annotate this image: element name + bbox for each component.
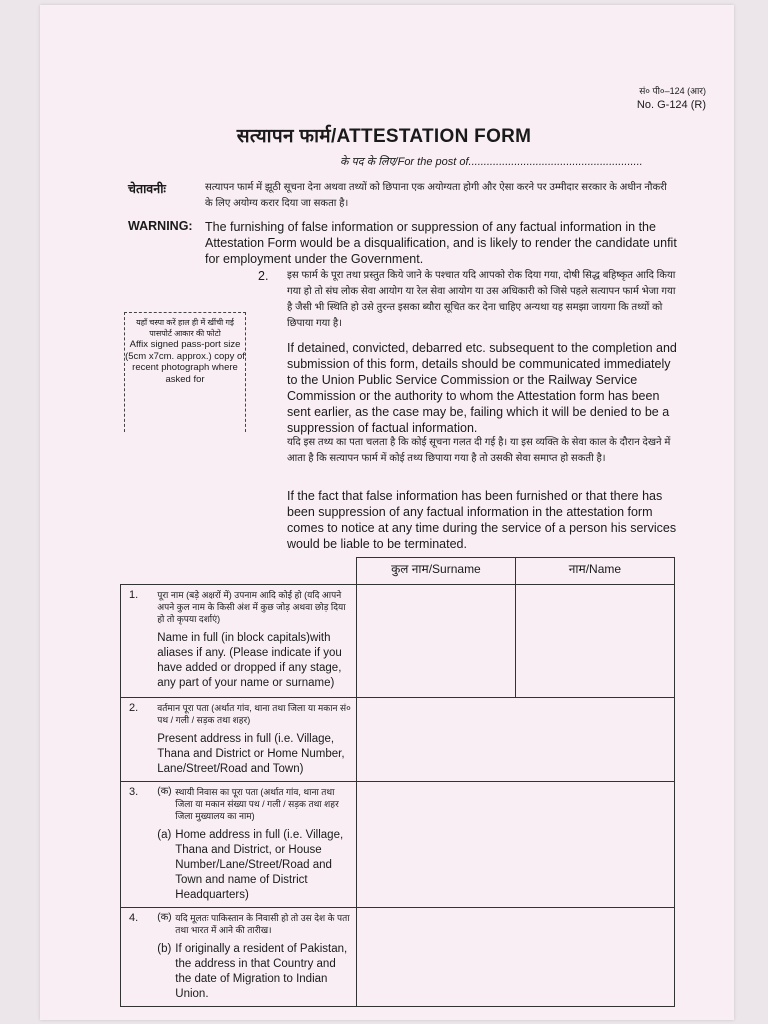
table-header-row bbox=[121, 558, 675, 585]
page-title: सत्यापन फार्म/ATTESTATION FORM bbox=[236, 126, 532, 147]
row-label-english: Present address in full (i.e. Village, Thana and District or Home Number, Lane/Street/Road and Town) bbox=[157, 733, 345, 775]
answer-cell[interactable] bbox=[356, 782, 674, 908]
para-2-hindi-1: इस फार्म के पूरा तथा प्रस्तुत किये जाने के पश्चात यदि आपको रोक दिया गया, दोषी सिद्ध बहिष्कृत आदि किया गया हो तो संघ लोक सेवा आयोग या रेल सेवा आयोग या उस अधिकारी को जिसे पहले सत्यापन फार्म भेजा गया है जैसी भी स्थिति हो उसे तुरन्त इसका ब्यौरा सूचित कर देना चाहिए अन्यथा यह समझा जायगा कि तथ्यों को छिपाया गया है। bbox=[287, 270, 676, 329]
table-row bbox=[121, 908, 675, 1007]
photo-box-english: Affix signed pass-port size (5cm x7cm. approx.) copy of recent photograph where asked for bbox=[125, 339, 245, 385]
photo-box bbox=[124, 312, 246, 432]
row-number: 4. bbox=[121, 908, 156, 1007]
row-label-hindi: यदि मूलतः पाकिस्तान के निवासी हो तो उस देश के पता तथा भारत में आने की तारीख। bbox=[175, 913, 350, 935]
para-2-number: 2. bbox=[258, 269, 269, 283]
row-label: (क) यदि मूलतः पाकिस्तान के निवासी हो तो उस देश के पता तथा भारत में आने की तारीख। (b) If originally a resident of Pakistan, the address in that Country and the date of Migration to Indian Union. bbox=[155, 908, 356, 1007]
row-label bbox=[155, 585, 356, 698]
name-cell[interactable] bbox=[515, 585, 674, 698]
row-number: 3. bbox=[121, 782, 156, 908]
para-2-hindi-2: यदि इस तथ्य का पता चलता है कि कोई सूचना गलत दी गई है। या इस व्यक्ति के सेवा काल के दौरान देखने में आता है कि सत्यापन फार्म में कोई तथ्य छिपाया गया है तो उसकी सेवा समाप्त हो सकती है। bbox=[287, 437, 671, 464]
form-number-english: No. G-124 (R) bbox=[636, 99, 706, 111]
warning-english-label: WARNING: bbox=[128, 219, 193, 233]
row-label bbox=[155, 698, 356, 782]
row-label-english: If originally a resident of Pakistan, the address in that Country and the date of Migration to Indian Union. bbox=[175, 943, 348, 1000]
warning-english-text: The furnishing of false information or suppression of any factual information in the Attestation Form would be a disqualification, and is likely to render the candidate unfit for employment under the Government. bbox=[205, 220, 677, 266]
form-number bbox=[637, 84, 706, 112]
para-2-english-1: If detained, convicted, debarred etc. subsequent to the completion and submission of this form, details should be communicated immediately to the Union Public Service Commission or the Railway Service Commission or the authority to whom the Attestation form has been sent earlier, as the case may be, failing which it will be denied to be a suppression of factual information. bbox=[287, 341, 677, 435]
table-row bbox=[121, 585, 675, 698]
answer-cell[interactable] bbox=[356, 908, 674, 1007]
warning-hindi-text: सत्यापन फार्म में झूठी सूचना देना अथवा तथ्यों को छिपाना एक अयोग्यता होगी और ऐसा करने पर उम्मीदार सरकार के अधीन नौकरी के लिए अयोग्य करार दिया जा सकता है। bbox=[205, 182, 667, 209]
warning-hindi-label: चेतावनीः bbox=[128, 182, 166, 196]
table-row bbox=[121, 782, 675, 908]
post-line: के पद के लिए/For the post of......................................................... bbox=[340, 156, 643, 168]
row-label-hindi: स्थायी निवास का पूरा पता (अर्थात गांव, थाना तथा जिला या मकान संख्या पथ / गली / सड़क तथा शहर जिला मुख्यालय का नाम) bbox=[175, 787, 339, 821]
row-label: (क) स्थायी निवास का पूरा पता (अर्थात गांव, थाना तथा जिला या मकान संख्या पथ / गली / सड़क तथा शहर जिला मुख्यालय का नाम) (a) Home address in full (i.e. Village, Thana and District, or House Number/Lane/Street/Road and Town and name of District Headquarters) bbox=[155, 782, 356, 908]
para-2-english-2: If the fact that false information has been furnished or that there has been suppression of any factual information in the attestation form comes to notice at any time during the service of a person his services would be liable to be terminated. bbox=[287, 489, 677, 551]
table-row bbox=[121, 698, 675, 782]
surname-cell[interactable] bbox=[356, 585, 515, 698]
row-label-english: Home address in full (i.e. Village, Thana and District, or House Number/Lane/Street/Road and Town and name of District Headquarters) bbox=[175, 829, 344, 901]
photo-box-hindi: यहाँ चस्पा करें हाल ही में खींची गई पासपोर्ट आकार की फोटो bbox=[136, 318, 234, 338]
row-label-english: Name in full (in block capitals)with aliases if any. (Please indicate if you have added or dropped if any stage, any part of your name or surname) bbox=[157, 632, 342, 689]
form-number-hindi: सं० पी०–124 (आर) bbox=[639, 86, 706, 96]
details-table bbox=[120, 557, 675, 1007]
answer-cell[interactable] bbox=[356, 698, 674, 782]
row-label-hindi: पूरा नाम (बड़े अक्षरों में) उपनाम आदि कोई हो (यदि आपने अपने कुल नाम के किसी अंश में कुछ जोड़ अथवा छोड़ दिया हो तो कृपया दर्शाएं) bbox=[157, 590, 346, 624]
row-number: 2. bbox=[121, 698, 156, 782]
name-header: नाम/Name bbox=[515, 558, 674, 585]
surname-header: कुल नाम/Surname bbox=[356, 558, 515, 585]
row-number: 1. bbox=[121, 585, 156, 698]
row-label-hindi: वर्तमान पूरा पता (अर्थात गांव, थाना तथा जिला या मकान सं० पथ / गली / सड़क तथा शहर) bbox=[157, 703, 351, 725]
